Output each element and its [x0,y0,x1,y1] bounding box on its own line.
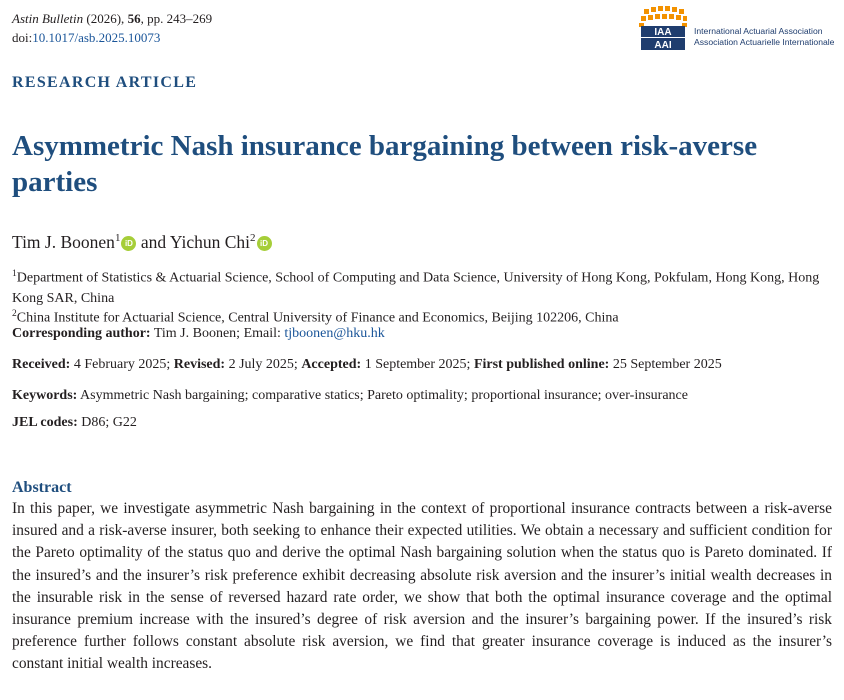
abstract-heading: Abstract [12,479,72,496]
author-separator: and [136,231,170,252]
affiliation-number: 2 [12,309,17,319]
iaa-logo-line-1: International Actuarial Association [694,26,823,36]
orcid-icon[interactable]: iD [121,236,136,251]
published-label: First published online: [473,357,610,372]
article-type: RESEARCH ARTICLE [12,74,198,91]
doi-prefix: doi: [12,30,33,45]
journal-citation [12,9,212,47]
received-date: 4 February 2025; [70,357,174,372]
keywords-text: Asymmetric Nash bargaining; comparative statics; Pareto optimality; proportional insurance; over-insurance [77,388,688,403]
corresponding-label: Corresponding author: [12,326,151,341]
affiliation-text: China Institute for Actuarial Science, Central University of Finance and Economics, Beijing 102206, China [16,310,619,326]
revised-label: Revised: [173,357,226,372]
svg-text:IAA: IAA [654,27,672,38]
corresponding-text: Tim J. Boonen; Email: [150,326,285,341]
journal-volume: 56 [127,11,141,26]
author-list [12,226,272,254]
accepted-date: 1 September 2025; [361,357,474,372]
journal-pages: , pp. 243–269 [140,11,213,26]
author-affiliation-ref: 1 [114,232,121,244]
author-name[interactable]: Yichun Chi [169,231,251,252]
iaa-logo-line-2: Association Actuarielle Internationale [694,36,835,47]
author-name[interactable]: Tim J. Boonen [12,231,115,252]
doi-line [12,28,212,47]
journal-year: (2026), [86,11,128,26]
revised-date: 2 July 2025; [225,357,302,372]
affiliation-number: 1 [12,269,17,279]
article-title: Asymmetric Nash insurance bargaining between risk-averse parties [12,130,758,198]
keywords [12,386,688,406]
iaa-logo-icon [638,5,688,52]
affiliation [12,264,832,309]
jel-codes [12,413,137,433]
email-link[interactable]: tjboonen@hku.hk [284,326,385,341]
received-label: Received: [12,357,71,372]
iaa-logo-text [694,26,834,47]
published-date: 25 September 2025 [609,357,722,372]
author-affiliation-ref: 2 [250,232,256,244]
iaa-logo [638,5,838,53]
jel-label: JEL codes: [12,415,78,430]
keywords-label: Keywords: [12,388,78,403]
accepted-label: Accepted: [301,357,362,372]
article-dates [12,355,722,375]
orcid-icon[interactable]: iD [257,236,272,251]
affiliation-text: Department of Statistics & Actuarial Science, School of Computing and Data Science, University of Hong Kong, Pokfulam, Hong Kong, Hong Kong SAR, China [12,270,820,306]
corresponding-author [12,324,832,344]
jel-text: D86; G22 [77,415,137,430]
svg-text:AAI: AAI [654,40,672,51]
doi-link[interactable]: 10.1017/asb.2025.10073 [32,30,161,45]
journal-name: Astin Bulletin [12,11,84,26]
abstract-text: In this paper, we investigate asymmetric Nash bargaining in the context of proportional insurance contracts between a risk-averse insured and a risk-averse insurer, both seeking to enhance their expected utilities. We obtain a necessary and sufficient condition for the Pareto optimality of the status quo and derive the optimal Nash bargaining solution when the status quo is Pareto dominated. If the insured’s and the insurer’s risk preference exhibit decreasing absolute risk aversion and the insurer’s initial wealth decreases in the insurable risk in the sense of reversed hazard rate order, we show that both the optimal insurance coverage and the optimal insurance premium increase with the insured’s degree of risk aversion and the insurer’s bargaining power. If the insured’s risk preference further follows constant absolute risk aversion, we find that greater insurance coverage is induced as the insurer’s constant initial wealth increases. [12,500,832,673]
citation-line [12,9,212,28]
